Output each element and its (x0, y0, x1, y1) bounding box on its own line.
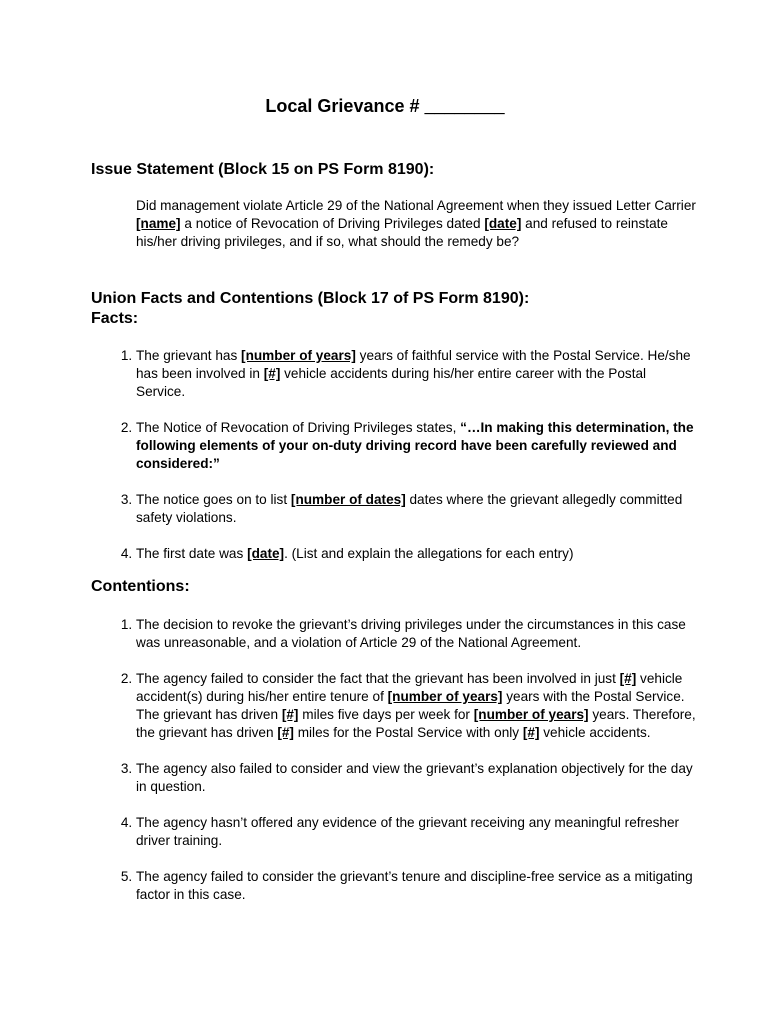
title-text: Local Grievance # (265, 96, 425, 116)
name-placeholder: [name] (136, 216, 181, 231)
list-item: 4. The agency hasn’t offered any evidence of the grievant receiving any meaningful refresher driver training. (136, 814, 696, 850)
issue-heading: Issue Statement (Block 15 on PS Form 8190): (91, 161, 435, 178)
union-heading (91, 289, 529, 329)
contentions-list (91, 616, 696, 922)
union-facts-contentions-heading: Union Facts and Contentions (Block 17 of PS Form 8190): (91, 290, 530, 307)
facts-heading: Facts: (91, 310, 139, 327)
contentions-heading: Contentions: (91, 578, 190, 595)
list-item: 5. The agency failed to consider the grievant’s tenure and discipline-free service as a mitigating factor in this case. (136, 868, 696, 904)
grievance-number-blank: ________ (424, 96, 505, 116)
list-item: 1. The grievant has [number of years] years of faithful service with the Postal Service. He/she has been involved in [#] vehicle accidents during his/her entire career with the Postal Service. (136, 347, 696, 401)
list-item: 3. The agency also failed to consider and view the grievant’s explanation objectively for the day in question. (136, 760, 696, 796)
list-item: 2. The agency failed to consider the fact that the grievant has been involved in just [#] vehicle accident(s) during his/her entire tenure of [number of years] years with the Postal Service. The grievant has driven [#] miles five days per week for [number of years] years. Therefore, the grievant has driven [#] miles for the Postal Service with only [#] vehicle accidents. (136, 670, 696, 742)
issue-statement: Did management violate Article 29 of the National Agreement when they issued Letter Carrier [name] a notice of Revocation of Driving Privileges dated [date] and refused to reinstate his/her driving privileges, and if so, what should the remedy be? (136, 198, 696, 249)
list-item: 3. The notice goes on to list [number of dates] dates where the grievant allegedly committed safety violations. (136, 491, 696, 527)
list-item: 1. The decision to revoke the grievant’s driving privileges under the circumstances in this case was unreasonable, and a violation of Article 29 of the National Agreement. (136, 616, 696, 652)
date-placeholder: [date] (484, 216, 522, 231)
list-item: 2. The Notice of Revocation of Driving Privileges states, “…In making this determination, the following elements of your on-duty driving record have been carefully reviewed and considered:” (136, 419, 696, 473)
facts-list (91, 347, 696, 581)
page-title (0, 96, 770, 117)
list-item: 4. The first date was [date]. (List and explain the allegations for each entry) (136, 545, 696, 563)
